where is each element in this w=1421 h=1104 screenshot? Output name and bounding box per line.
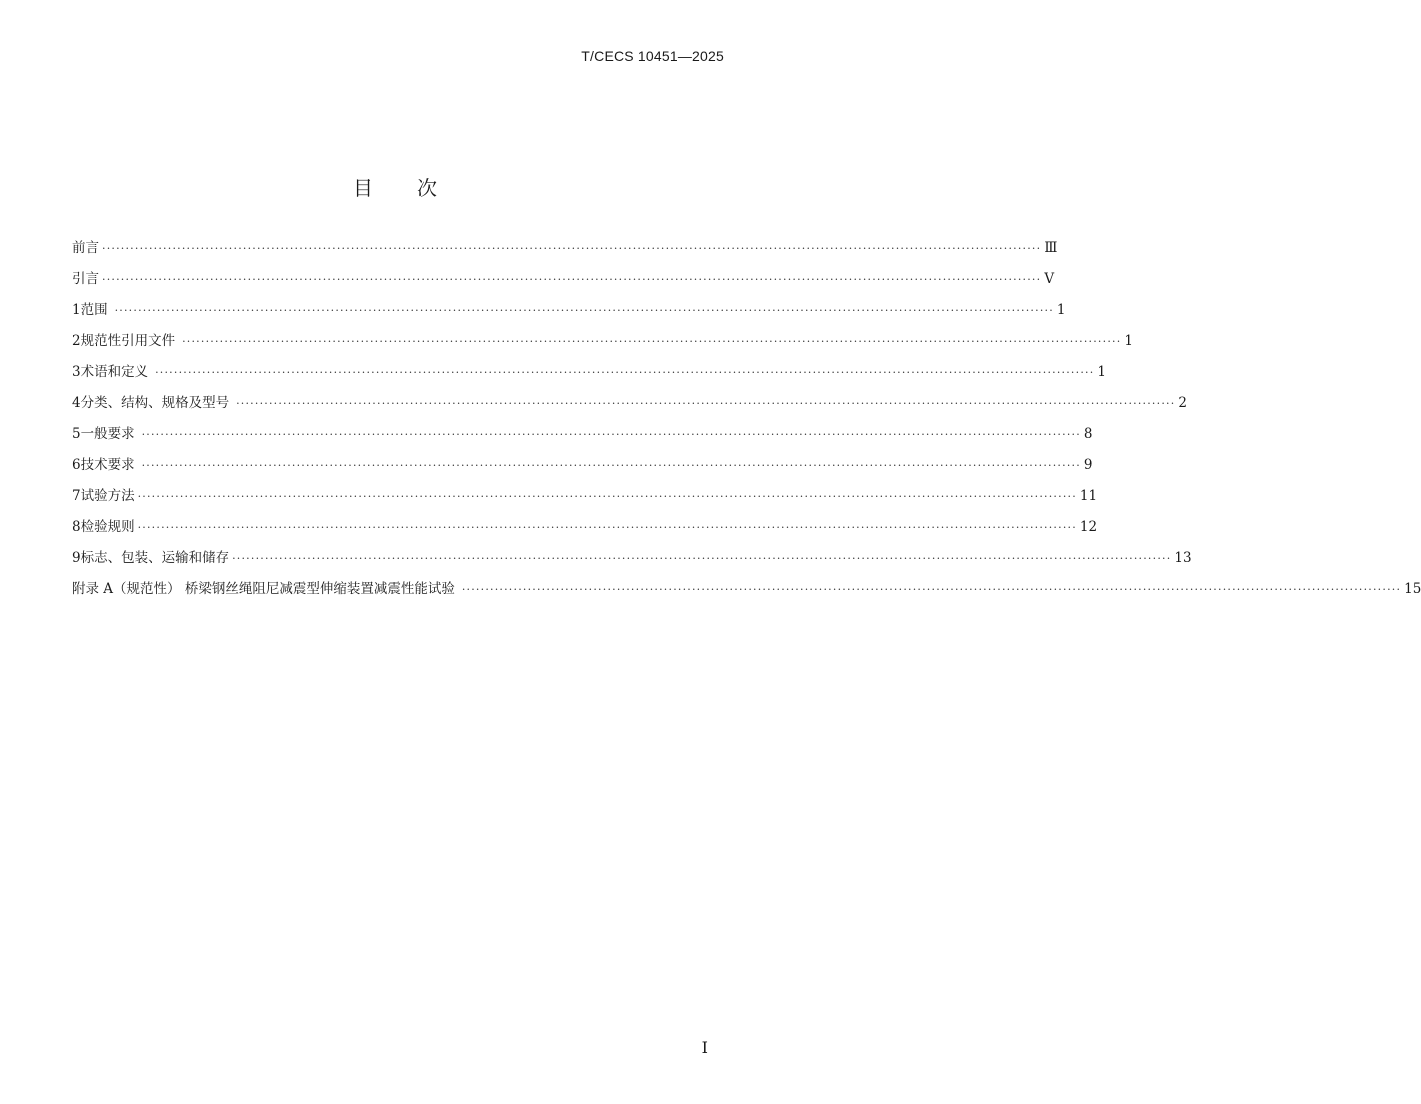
toc-leader-dots: ········································································································································································································ [114,304,1054,317]
toc-entry-scope[interactable] [72,298,1066,329]
toc-entry-number: 8 [72,519,81,535]
toc-entry-label: 标志、包装、运输和储存 [80,550,230,566]
toc-entry-technical-requirements[interactable] [72,453,1093,484]
toc-leader-dots: ········································································································································································································ [137,521,1077,534]
toc-entry-introduction[interactable] [72,267,1055,298]
toc-entry-page: 11 [1079,488,1098,504]
toc-entry-label: 范围 [80,302,108,318]
toc-entry-page: 13 [1174,550,1192,566]
toc-entry-label: 检验规则 [80,519,135,535]
toc-entry-number: 7 [72,488,81,504]
toc-leader-dots: ········································································································································································································ [155,366,1095,379]
toc-entry-label: 术语和定义 [80,364,149,380]
toc-entry-marking-packaging[interactable] [72,546,1192,577]
toc-entry-number: 2 [72,333,81,349]
toc-entry-number: 9 [72,550,81,566]
toc-entry-preface[interactable] [72,236,1058,267]
toc-leader-dots: ········································································································································································································ [461,583,1402,596]
toc-entry-page: 1 [1124,333,1134,349]
toc-entry-page: 9 [1083,457,1093,473]
toc-entry-label: 一般要求 [80,426,135,442]
toc-entry-terms-definitions[interactable] [72,360,1107,391]
toc-leader-dots: ········································································································································································································ [141,428,1081,441]
standard-number: T/CECS 10451—2025 [581,48,724,64]
toc-leader-dots: ········································································································································································································ [102,242,1042,255]
toc-title: 目次 [353,176,481,200]
toc-entry-label: 技术要求 [80,457,135,473]
toc-entry-test-methods[interactable] [72,484,1098,515]
toc-entry-general-requirements[interactable] [72,422,1093,453]
toc-leader-dots: ········································································································································································································ [137,490,1077,503]
toc-entry-number: 4 [72,395,81,411]
toc-entry-classification[interactable] [72,391,1188,422]
toc-entry-label: 试验方法 [80,488,135,504]
toc-entry-label: 引言 [72,271,99,287]
toc-entry-label: 前言 [72,240,99,256]
toc-entry-page: Ⅲ [1044,240,1058,256]
toc-entry-label: 规范性引用文件 [80,333,176,349]
page-number: I [701,1038,708,1057]
toc-leader-dots: ········································································································································································································ [236,397,1176,410]
toc-entry-number: 5 [72,426,81,442]
toc-leader-dots: ········································································································································································································ [182,335,1122,348]
toc-entry-number: 1 [72,302,81,318]
toc-leader-dots: ········································································································································································································ [102,273,1042,286]
toc-entry-page: 1 [1056,302,1066,318]
toc-entry-inspection-rules[interactable] [72,515,1098,546]
toc-entry-page: 15 [1404,581,1421,597]
toc-leader-dots: ········································································································································································································ [232,552,1172,565]
toc-entry-page: 2 [1178,395,1188,411]
toc-entry-page: Ⅴ [1044,271,1055,287]
table-of-contents [72,236,1421,608]
toc-entry-normative-references[interactable] [72,329,1134,360]
toc-entry-page: 1 [1097,364,1107,380]
toc-entry-page: 8 [1083,426,1093,442]
toc-entry-number: 3 [72,364,81,380]
toc-entry-label: 分类、结构、规格及型号 [80,395,230,411]
toc-entry-label: 附录 A（规范性） 桥梁钢丝绳阻尼减震型伸缩装置减震性能试验 [72,581,455,597]
toc-entry-number: 6 [72,457,81,473]
toc-leader-dots: ········································································································································································································ [141,459,1081,472]
toc-entry-page: 12 [1079,519,1098,535]
toc-entry-annex-a[interactable] [72,577,1421,608]
